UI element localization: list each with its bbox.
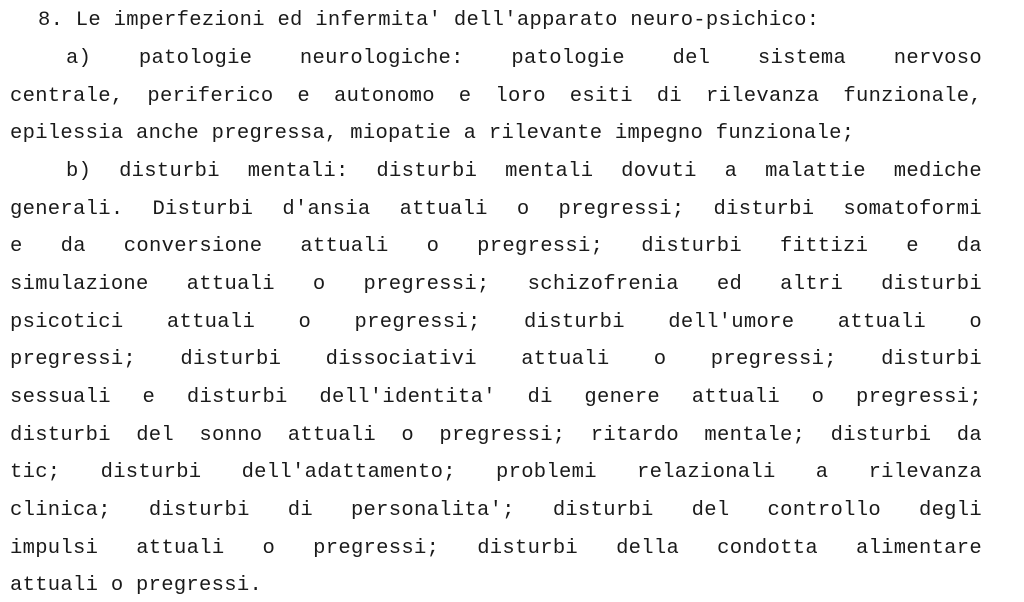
section-heading: 8. Le imperfezioni ed infermita' dell'apparato neuro-psichico: [38,9,820,32]
text-line: clinica; disturbi di personalita'; disturbi del controllo degli [10,499,982,522]
text-line: b) disturbi mentali: disturbi mentali dovuti a malattie mediche [66,160,982,183]
text-line: sessuali e disturbi dell'identita' di genere attuali o pregressi; [10,386,982,409]
text-line: disturbi del sonno attuali o pregressi; ritardo mentale; disturbi da [10,424,982,447]
text-line: e da conversione attuali o pregressi; disturbi fittizi e da [10,235,982,258]
text-line: simulazione attuali o pregressi; schizofrenia ed altri disturbi [10,273,982,296]
text-line: centrale, periferico e autonomo e loro esiti di rilevanza funzionale, [10,85,982,108]
text-line: impulsi attuali o pregressi; disturbi della condotta alimentare [10,537,982,560]
text-line: epilessia anche pregressa, miopatie a rilevante impegno funzionale; [10,122,855,145]
text-line: psicotici attuali o pregressi; disturbi dell'umore attuali o [10,311,982,334]
text-line: attuali o pregressi. [10,574,263,597]
text-line: generali. Disturbi d'ansia attuali o pregressi; disturbi somatoformi [10,198,982,221]
text-line: tic; disturbi dell'adattamento; problemi relazionali a rilevanza [10,461,982,484]
text-line: a) patologie neurologiche: patologie del sistema nervoso [66,47,982,70]
text-line: pregressi; disturbi dissociativi attuali o pregressi; disturbi [10,348,982,371]
